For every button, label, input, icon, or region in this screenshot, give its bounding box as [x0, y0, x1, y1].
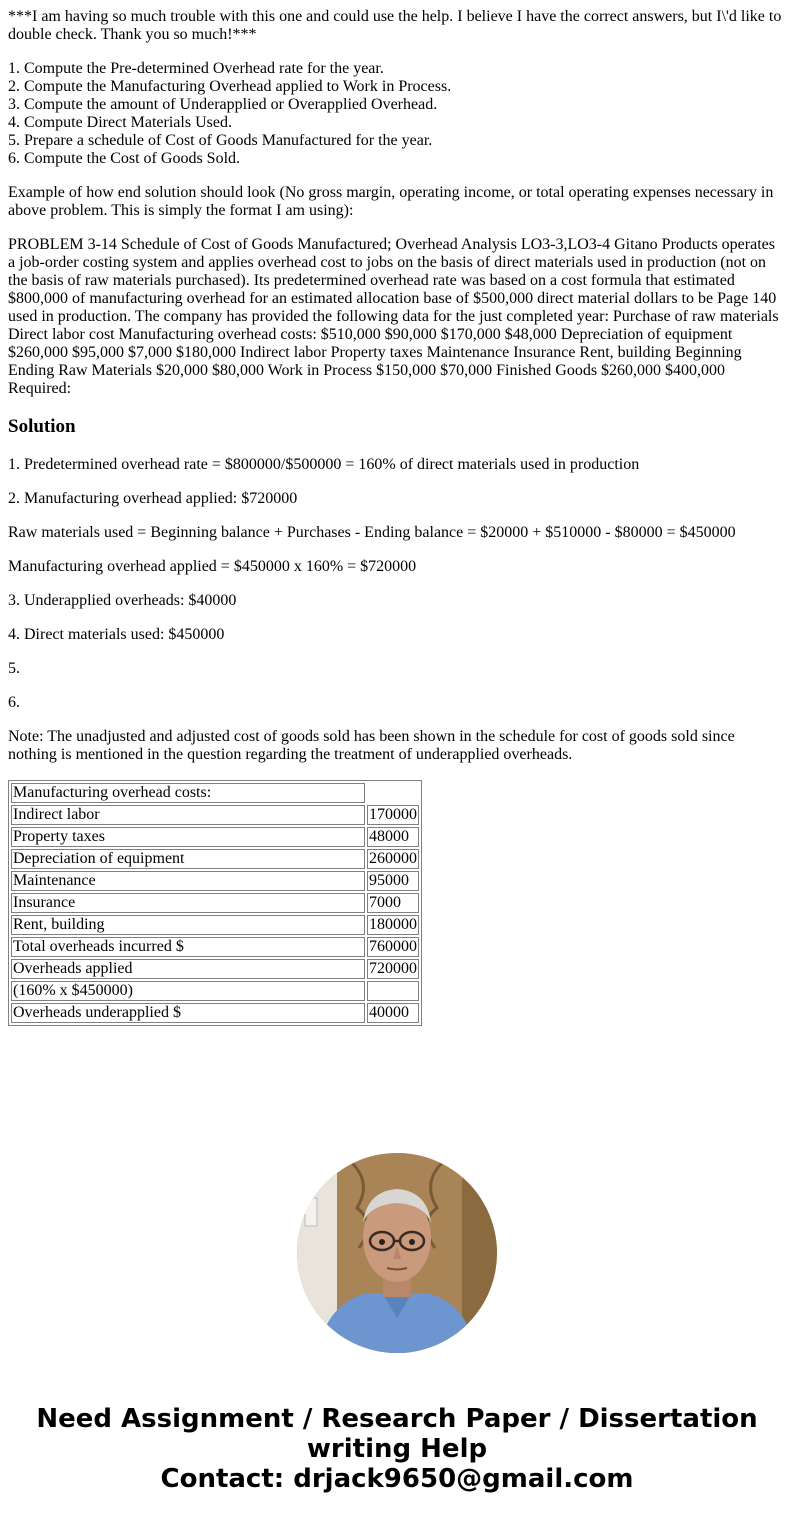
table-row	[11, 1003, 419, 1023]
table-row	[11, 783, 419, 803]
promo-banner	[0, 1404, 794, 1494]
problem-text: PROBLEM 3-14 Schedule of Cost of Goods Manufactured; Overhead Analysis LO3-3,LO3-4 Gitano Products operates a job-order costing system and applies overhead cost to jobs on the basis of direct materials used in production (not on the basis of raw materials purchased). Its predetermined overhead rate was based on a cost formula that estimated $800,000 of manufacturing overhead for an estimated allocation base of $500,000 direct material dollars to be Page 140 used in production. The company has provided the following data for the just completed year: Purchase of raw materials Direct labor cost Manufacturing overhead costs: $510,000 $90,000 $170,000 $48,000 Depreciation of equipment $260,000 $95,000 $7,000 $180,000 Indirect labor Property taxes Maintenance Insurance Rent, building Beginning Ending Raw Materials $20,000 $80,000 Work in Process $150,000 $70,000 Finished Goods $260,000 $400,000 Required:	[8, 236, 779, 397]
promo-line: writing Help	[306, 1434, 488, 1464]
table-cell: 720000	[369, 960, 417, 977]
example-note: Example of how end solution should look (No gross margin, operating income, or total operating expenses necessary in above problem. This is simply the format I am using):	[8, 184, 774, 219]
question-item: 4. Compute Direct Materials Used.	[8, 114, 232, 131]
table-header-cell: Manufacturing overhead costs:	[11, 783, 365, 803]
answer-6: 6.	[8, 694, 20, 711]
answer-3: 3. Underapplied overheads: $40000	[8, 592, 237, 609]
table-cell: Depreciation of equipment	[11, 849, 365, 869]
promo-contact: Contact: drjack9650@gmail.com	[160, 1464, 634, 1494]
table-row	[11, 981, 419, 1001]
answer-4: 4. Direct materials used: $450000	[8, 626, 225, 643]
table-row	[11, 849, 419, 869]
table-cell: 760000	[369, 938, 417, 955]
table-row	[11, 937, 419, 957]
table-cell: Rent, building	[11, 915, 365, 935]
table-cell: Insurance	[11, 893, 365, 913]
table-cell: Maintenance	[11, 871, 365, 891]
question-item: 3. Compute the amount of Underapplied or Overapplied Overhead.	[8, 96, 438, 113]
table-cell	[367, 783, 419, 803]
table-cell: 7000	[367, 893, 419, 913]
question-item: 1. Compute the Pre-determined Overhead rate for the year.	[8, 60, 384, 77]
answer-2-raw-materials: Raw materials used = Beginning balance + Purchases - Ending balance = $20000 + $510000 - $80000 = $450000	[8, 524, 736, 541]
tutor-photo-avatar	[297, 1153, 497, 1353]
question-item: 6. Compute the Cost of Goods Sold.	[8, 150, 241, 167]
table-cell: 40000	[367, 1003, 419, 1023]
avatar-portrait-icon	[297, 1153, 497, 1353]
table-cell: Overheads underapplied $	[11, 1003, 365, 1023]
table-cell: Total overheads incurred $	[11, 937, 365, 957]
question-item: 2. Compute the Manufacturing Overhead applied to Work in Process.	[8, 78, 452, 95]
table-cell	[367, 981, 419, 1001]
table-cell: Indirect labor	[11, 805, 365, 825]
table-cell: 170000	[369, 806, 417, 823]
question-item: 5. Prepare a schedule of Cost of Goods Manufactured for the year.	[8, 132, 433, 149]
table-row	[11, 915, 419, 935]
promo-line: Need Assignment / Research Paper / Dissertation	[36, 1404, 758, 1434]
overhead-schedule-table	[8, 780, 422, 1026]
answer-2-calculation: Manufacturing overhead applied = $450000 x 160% = $720000	[8, 558, 417, 575]
answer-5: 5.	[8, 660, 20, 677]
solution-note: Note: The unadjusted and adjusted cost of goods sold has been shown in the schedule for cost of goods sold since nothing is mentioned in the question regarding the treatment of underapplied overheads.	[8, 728, 735, 763]
table-row	[11, 871, 419, 891]
table-cell: 260000	[369, 850, 417, 867]
table-cell: 180000	[369, 916, 417, 933]
intro-text: ***I am having so much trouble with this one and could use the help. I believe I have the correct answers, but I\'d like to double check. Thank you so much!***	[8, 8, 782, 43]
table-cell: (160% x $450000)	[11, 981, 365, 1001]
table-row	[11, 805, 419, 825]
table-cell: 95000	[367, 871, 419, 891]
answer-1: 1. Predetermined overhead rate = $800000/$500000 = 160% of direct materials used in production	[8, 456, 640, 473]
question-list	[8, 60, 786, 168]
table-row	[11, 827, 419, 847]
table-cell: Property taxes	[11, 827, 365, 847]
table-row	[11, 959, 419, 979]
answer-2: 2. Manufacturing overhead applied: $720000	[8, 490, 298, 507]
table-cell: 48000	[367, 827, 419, 847]
table-cell: Overheads applied	[11, 959, 365, 979]
solution-heading: Solution	[8, 416, 76, 437]
table-row	[11, 893, 419, 913]
